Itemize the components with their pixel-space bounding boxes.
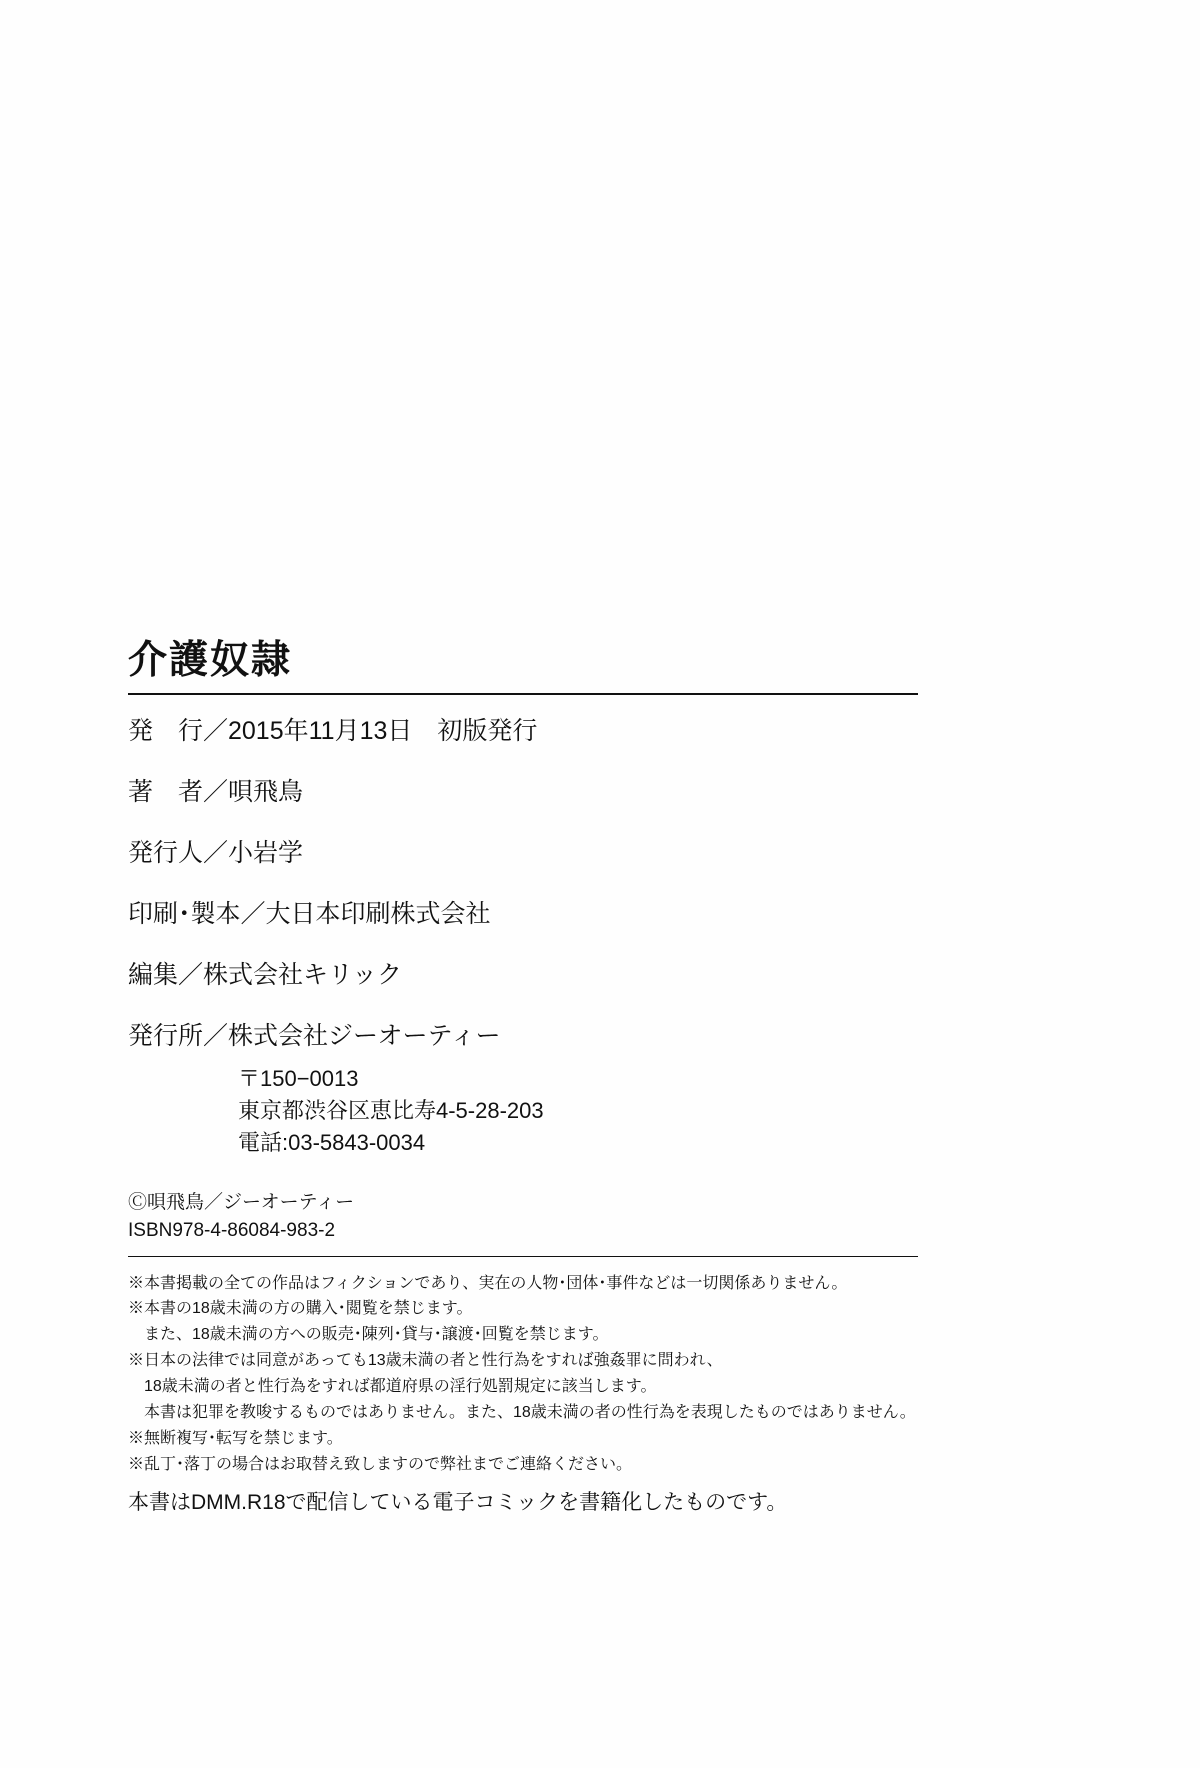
book-title: 介護奴隷 [128, 639, 293, 682]
notice-line: ※本書の18歳未満の方の購入･閲覧を禁じます。 [128, 1300, 473, 1318]
imprint-row: 発行人／小岩学 [128, 838, 304, 867]
address-street: 東京都渋谷区恵比寿4-5-28-203 [238, 1097, 544, 1123]
notice-line: また、18歳未満の方への販売･陳列･貸与･譲渡･回覧を禁じます。 [144, 1326, 609, 1344]
copyright-block [128, 1189, 1048, 1246]
notice-final-line: 本書はDMM.R18で配信している電子コミックを書籍化したものです。 [128, 1490, 788, 1514]
notice-line: ※乱丁･落丁の場合はお取替え致しますので弊社までご連絡ください。 [128, 1455, 633, 1473]
notice-line: ※日本の法律では同意があっても13歳未満の者と性行為をすれば強姦罪に問われ、 [128, 1352, 723, 1370]
address-phone: 電話:03-5843-0034 [238, 1129, 426, 1155]
colophon-block [128, 640, 1048, 1520]
imprint-row: 著 者／唄飛鳥 [128, 777, 304, 806]
imprint-row: 印刷･製本／大日本印刷株式会社 [128, 899, 491, 928]
imprint-list [128, 695, 1048, 1049]
imprint-row: 編集／株式会社キリック [128, 960, 403, 989]
notice-line: ※本書掲載の全ての作品はフィクションであり、実在の人物･団体･事件などは一切関係ありません。 [128, 1274, 848, 1292]
imprint-row: 発行所／株式会社ジーオーティー [128, 1021, 501, 1050]
copyright-notice: Ⓒ唄飛鳥／ジーオーティー [128, 1191, 355, 1213]
notice-line: 本書は犯罪を教唆するものではありません。また、18歳未満の者の性行為を表現したものではありません。 [144, 1404, 916, 1422]
notice-line: 18歳未満の者と性行為をすれば都道府県の淫行処罰規定に該当します。 [144, 1378, 657, 1396]
notice-line: ※無断複写･転写を禁じます。 [128, 1430, 343, 1447]
isbn: ISBN978-4-86084-983-2 [128, 1220, 336, 1242]
publisher-address [238, 1063, 1048, 1159]
imprint-row: 発 行／2015年11月13日 初版発行 [128, 716, 538, 745]
notices-divider [128, 1256, 918, 1257]
address-postal-code: 〒150−0013 [238, 1065, 359, 1091]
notices-block [128, 1271, 1048, 1520]
